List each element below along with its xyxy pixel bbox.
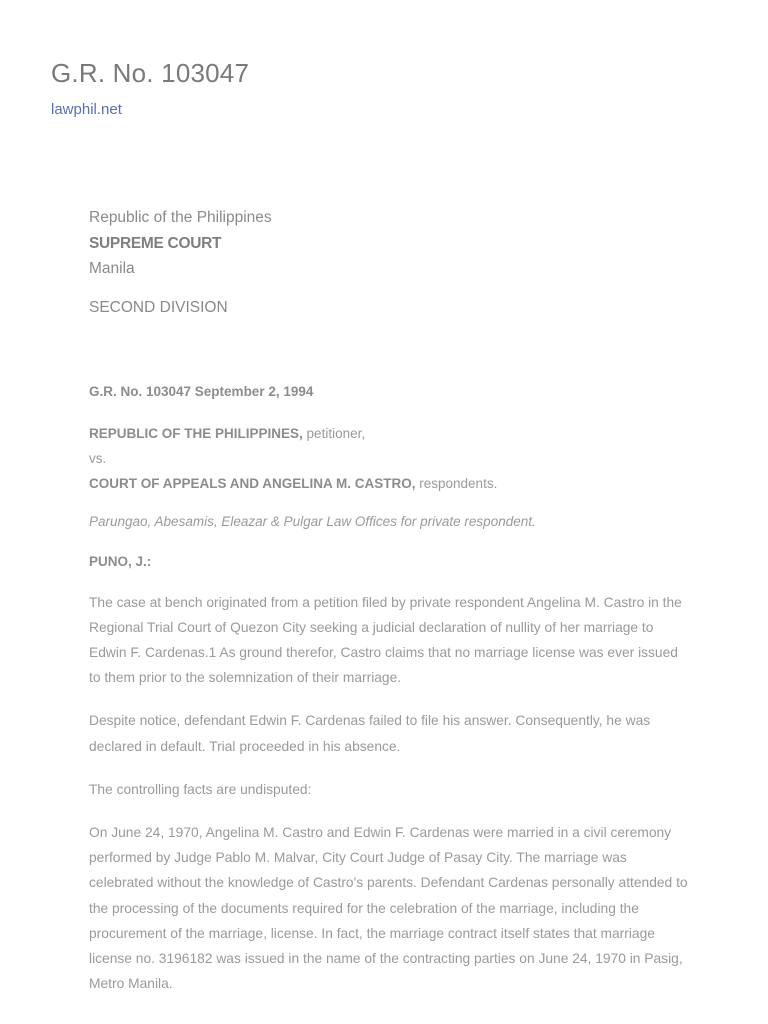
body-paragraph: The case at bench originated from a petition filed by private respondent Angelina M. Castro in the Regional Trial Court of Quezon City seeking a judicial declaration of nullity of her marriage to Edwin F. Cardenas.1 As ground therefor, Castro claims that no marriage license was ever issued to them prior to the solemnization of their marriage.: [89, 594, 682, 686]
body-paragraph: On June 24, 1970, Angelina M. Castro and Edwin F. Cardenas were married in a civil ceremony performed by Judge Pablo M. Malvar, City Court Judge of Pasay City. The marriage was celebrated without the knowledge of Castro's parents. Defendant Cardenas personally attended to the processing of the documents required for the celebration of the marriage, including the procurement of the marriage, license. In fact, the marriage contract itself states that marriage license no. 3196182 was issued in the name of the contracting parties on June 24, 1970 in Pasig, Metro Manila.: [89, 824, 688, 992]
respondent-line: [89, 471, 689, 496]
page-title: G.R. No. 103047: [51, 58, 250, 88]
ponente: PUNO, J.:: [89, 553, 152, 569]
petitioner-line: [89, 421, 689, 446]
page-header: [51, 56, 731, 120]
case-number-date: G.R. No. 103047 September 2, 1994: [89, 383, 314, 399]
decision-document: [89, 205, 689, 996]
court-name: SUPREME COURT: [89, 234, 222, 252]
body-paragraph: Despite notice, defendant Edwin F. Cardenas failed to file his answer. Consequently, he was declared in default. Trial proceeded in his absence.: [89, 713, 651, 754]
division-label: SECOND DIVISION: [89, 298, 228, 316]
court-heading: [89, 205, 689, 282]
counsel-note: Parungao, Abesamis, Eleazar & Pulgar Law Offices for private respondent.: [89, 513, 536, 529]
court-location: Manila: [89, 260, 135, 277]
versus-label: vs.: [89, 450, 107, 466]
case-parties: [89, 421, 689, 496]
country-line: Republic of the Philippines: [89, 209, 272, 226]
petitioner-name: REPUBLIC OF THE PHILIPPINES,: [89, 425, 303, 441]
respondent-role: respondents.: [419, 475, 498, 491]
petitioner-role: petitioner,: [306, 425, 366, 441]
body-paragraph: The controlling facts are undisputed:: [89, 781, 312, 797]
respondent-name: COURT OF APPEALS AND ANGELINA M. CASTRO,: [89, 475, 416, 491]
source-link[interactable]: lawphil.net: [51, 101, 122, 118]
